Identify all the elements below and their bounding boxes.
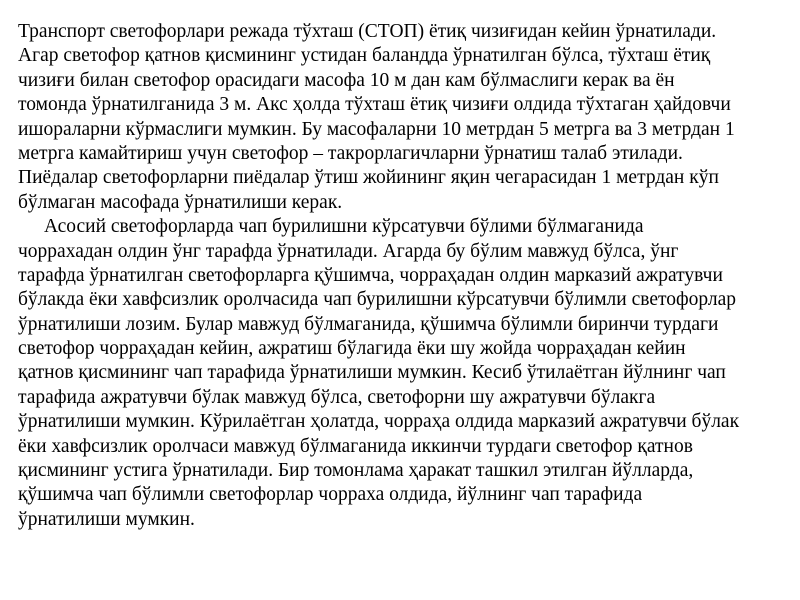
text-line: ёки хавфсизлик оролчаси мавжуд бўлмаганида иккинчи турдаги светофор қатнов [18,435,693,457]
text-line: қисмининг устига ўрнатилади. Бир томонлама ҳаракат ташкил этилган йўлларда, [18,460,694,482]
text-line: ўрнатилиши мумкин. [18,508,195,530]
text-line: томонда ўрнатилганида 3 м. Акс ҳолда тўхташ ётиқ чизиғи олдида тўхтаган ҳайдовчи [18,94,731,116]
text-line: метрга камайтириш учун светофор – такрорлагичларни ўрнатиш талаб этилади. [18,142,683,164]
text-line: чизиғи билан светофор орасидаги масофа 10 м дан кам бўлмаслиги керак ва ён [18,69,675,91]
text-line: тарафида ажратувчи бўлак мавжуд бўлса, светофорни шу ажратувчи бўлакга [18,386,656,408]
text-line: тарафда ўрнатилган светофорларга қўшимча, чорраҳадан олдин марказий ажратувчи [18,264,723,286]
text-line: чоррахадан олдин ўнг тарафда ўрнатилади. Агарда бу бўлим мавжуд бўлса, ўнг [18,240,679,262]
text-line: ишораларни кўрмаслиги мумкин. Бу масофаларни 10 метрдан 5 метрга ва 3 метрдан 1 [18,118,735,140]
text-line: бўлакда ёки хавфсизлик оролчасида чап бурилишни кўрсатувчи бўлимли светофорлар [18,289,737,311]
text-line: светофор чорраҳадан кейин, ажратиш бўлагида ёки шу жойда чорраҳадан кейин [18,338,686,360]
text-line: Агар светофор қатнов қисмининг устидан баландда ўрнатилган бўлса, тўхташ ётиқ [18,45,711,67]
paragraph-first-line: Асосий светофорларда чап бурилишни кўрсатувчи бўлими бўлмаганида [44,216,644,238]
text-line: ўрнатилиши лозим. Булар мавжуд бўлмаганида, қўшимча бўлимли биринчи турдаги [18,313,719,335]
text-line: қатнов қисмининг чап тарафида ўрнатилиши мумкин. Кесиб ўтилаётган йўлнинг чап [18,362,726,384]
text-line: бўлмаган масофада ўрнатилиши керак. [18,191,343,213]
text-line: Пиёдалар светофорларни пиёдалар ўтиш жойининг яқин чегарасидан 1 метрдан кўп [18,167,719,189]
text-line: ўрнатилиши мумкин. Кўрилаётган ҳолатда, чорраҳа олдида марказий ажратувчи бўлак [18,411,740,433]
document-body [18,20,782,532]
text-line: Транспорт светофорлари режада тўхташ (СТОП) ётиқ чизиғидан кейин ўрнатилади. [18,21,717,42]
text-line: қўшимча чап бўлимли светофорлар чорраха олдида, йўлнинг чап тарафида [18,484,643,506]
